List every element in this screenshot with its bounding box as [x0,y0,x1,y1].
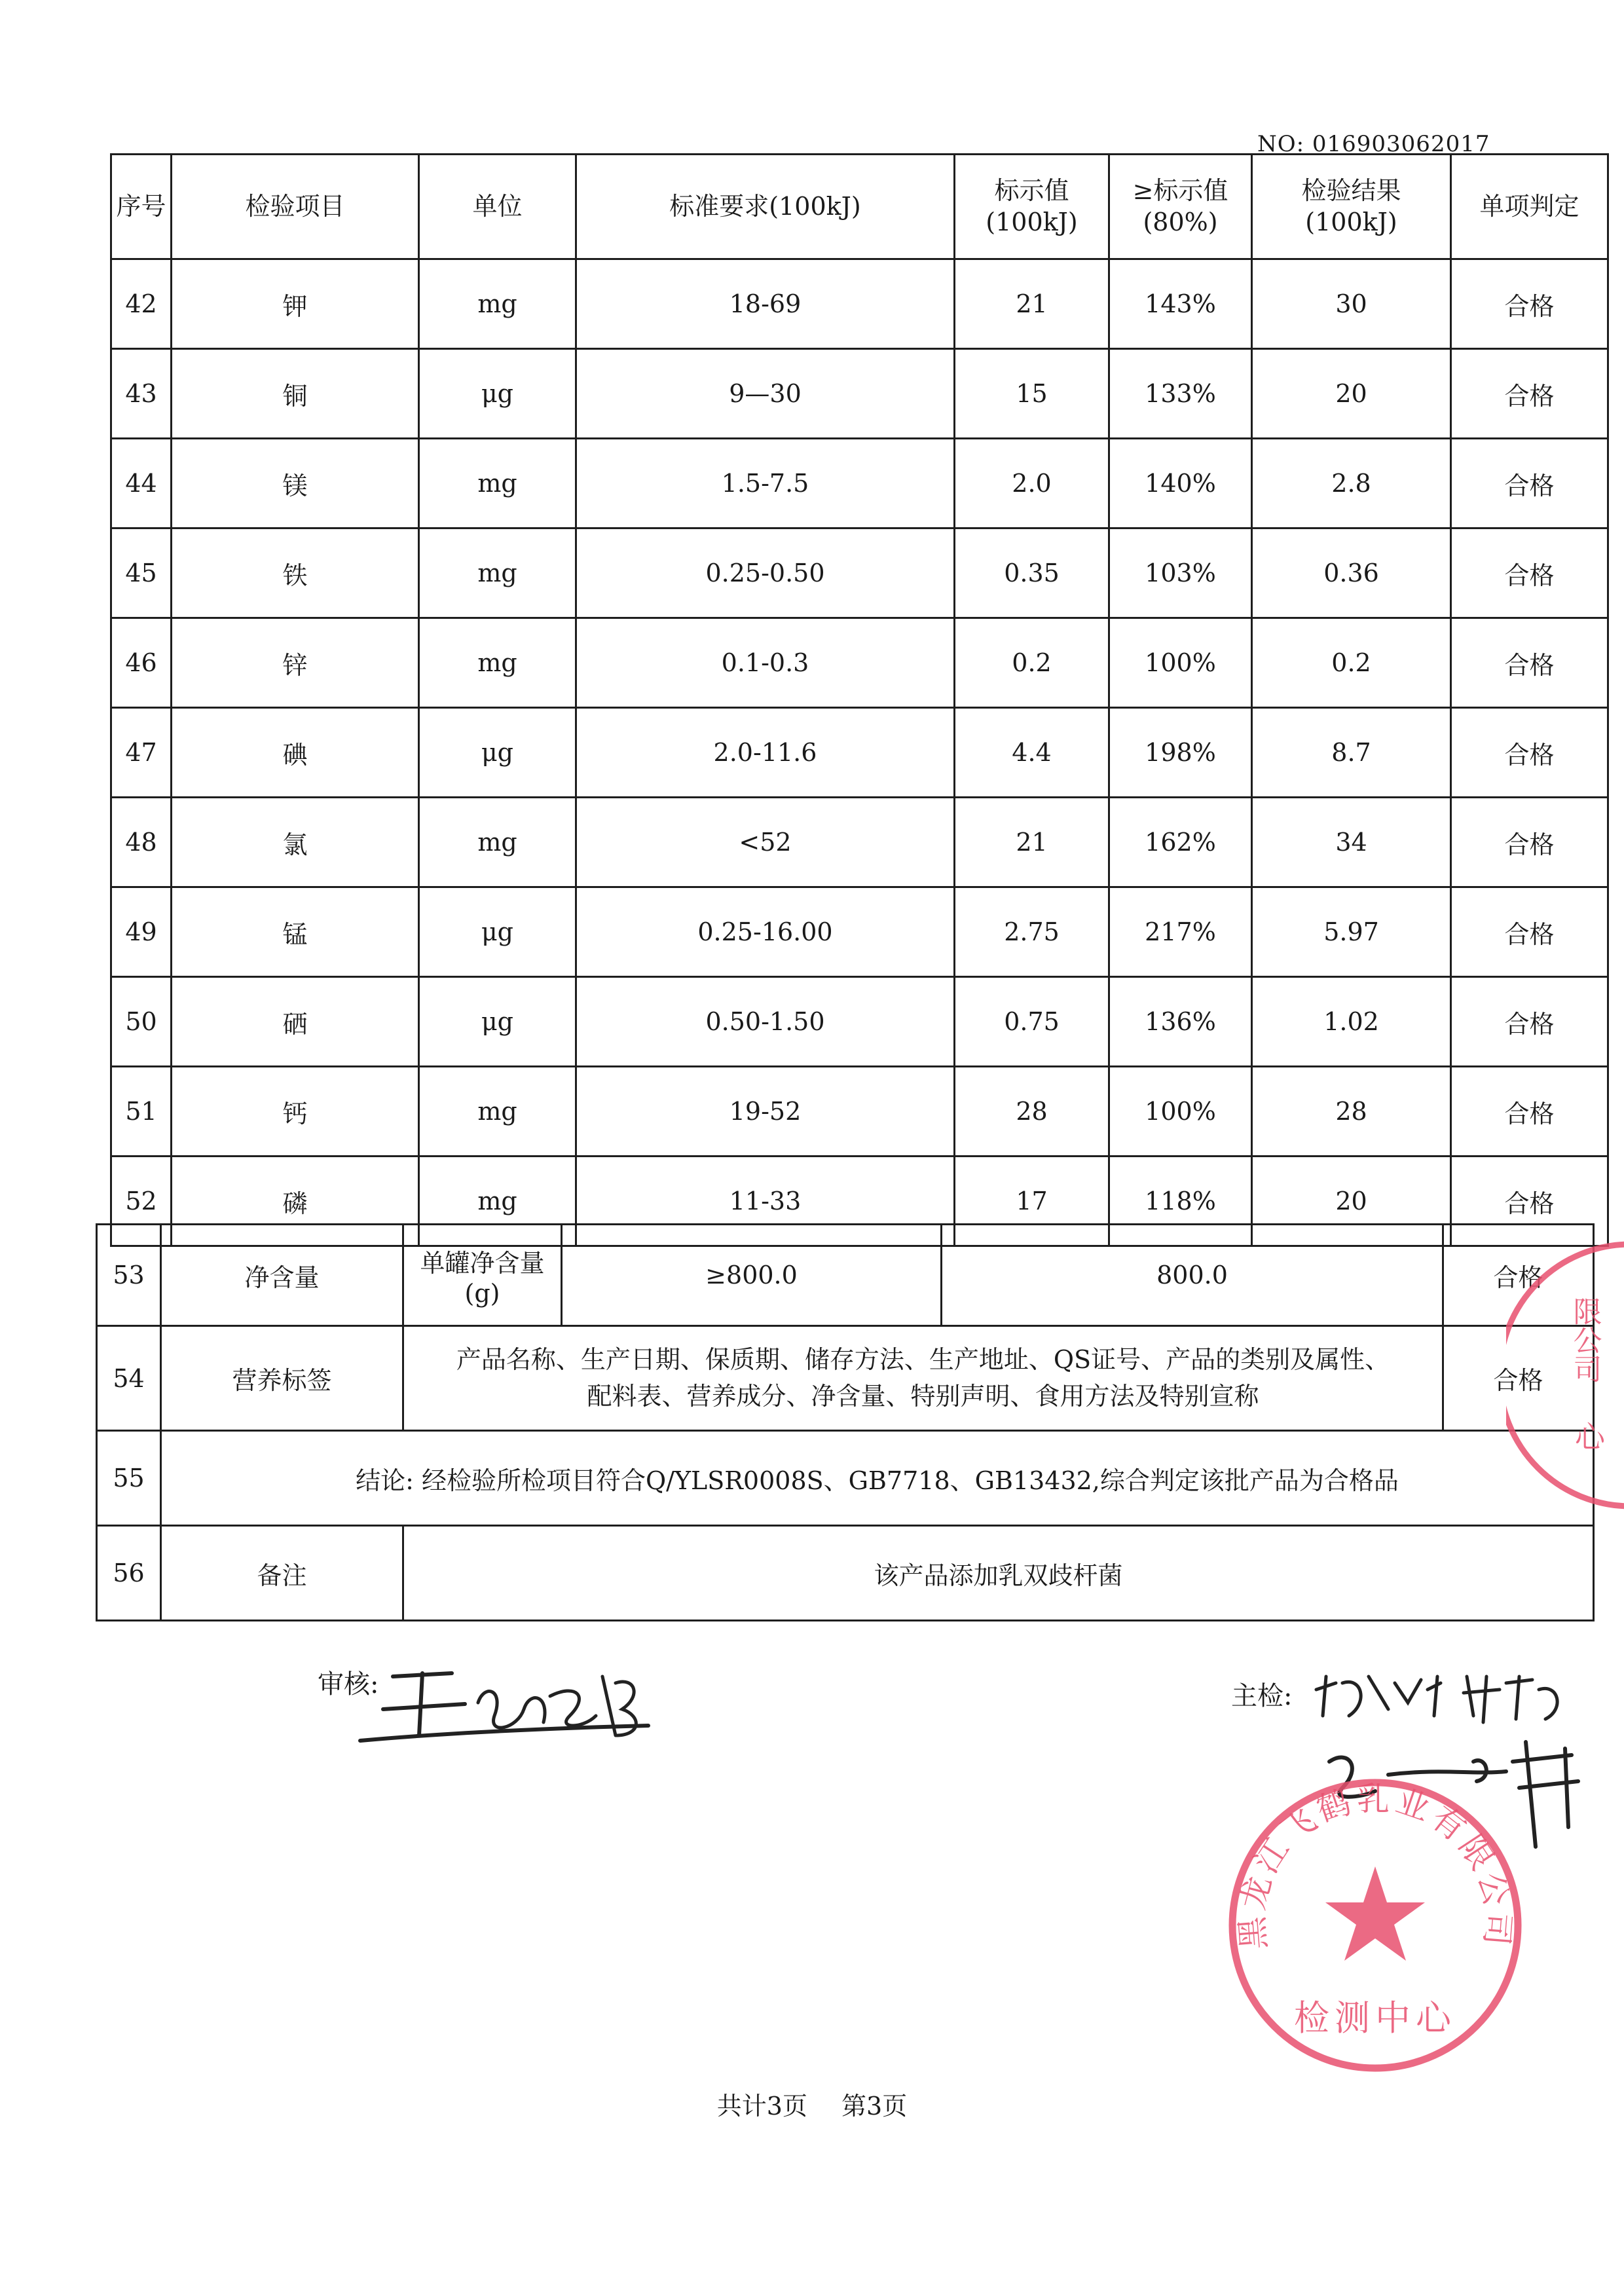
header-declared-line1: 标示值 [994,176,1069,205]
net-content-sub [403,1225,562,1326]
row-judgement: 合格 [1451,1067,1608,1157]
header-judgement: 单项判定 [1451,155,1608,259]
row-judgement: 合格 [1451,259,1608,349]
row-standard: <52 [576,798,955,887]
header-declared-line2: (100kJ) [986,207,1078,236]
row-judgement: 合格 [1451,708,1608,798]
conclusion-row [97,1431,1594,1526]
row-number: 51 [111,1067,172,1157]
row-unit: μg [419,977,576,1067]
header-result-line1: 检验结果 [1301,176,1401,205]
row-number: 50 [111,977,172,1067]
header-unit: 单位 [419,155,576,259]
row-ratio: 198% [1109,708,1252,798]
row-result: 5.97 [1252,887,1451,977]
row-number: 47 [111,708,172,798]
nutrition-label-line1: 产品名称、生产日期、保质期、储存方法、生产地址、QS证号、产品的类别及属性、 [456,1345,1390,1375]
header-standard: 标准要求(100kJ) [576,155,955,259]
row-declared: 21 [955,798,1109,887]
row-unit: mg [419,439,576,528]
row-ratio: 118% [1109,1157,1252,1246]
row-ratio: 143% [1109,259,1252,349]
header-ratio-line2: (80%) [1143,207,1218,236]
row-standard: 18-69 [576,259,955,349]
table-row [111,798,1608,887]
row-declared: 2.0 [955,439,1109,528]
inspector-label: 主检: [1231,1681,1293,1711]
row-ratio: 217% [1109,887,1252,977]
net-content-judgement: 合格 [1443,1225,1594,1326]
row-item: 碘 [172,708,419,798]
row-standard: 2.0-11.6 [576,708,955,798]
row-result: 20 [1252,1157,1451,1246]
nutrition-label-line2: 配料表、营养成分、净含量、特别声明、食用方法及特别宣称 [587,1381,1259,1411]
current-page: 第3页 [841,2092,908,2120]
row-item: 锰 [172,887,419,977]
row-ratio: 100% [1109,1067,1252,1157]
partial-seal-bottom: 心 [1575,1419,1605,1454]
report-number: NO: 016903062017 [1257,131,1490,157]
row-number: 53 [97,1225,161,1326]
conclusion-text: 结论: 经检验所检项目符合Q/YLSR0008S、GB7718、GB13432,综合判定该批产品为合格品 [161,1431,1594,1526]
header-declared [955,155,1109,259]
row-standard: 11-33 [576,1157,955,1246]
row-item: 磷 [172,1157,419,1246]
row-standard: 0.25-0.50 [576,528,955,618]
header-item: 检验项目 [172,155,419,259]
row-unit: mg [419,798,576,887]
row-result: 34 [1252,798,1451,887]
reviewer-signature [354,1657,655,1762]
row-result: 2.8 [1252,439,1451,528]
row-judgement: 合格 [1451,977,1608,1067]
row-ratio: 100% [1109,618,1252,708]
row-number: 48 [111,798,172,887]
row-number: 52 [111,1157,172,1246]
row-declared: 15 [955,349,1109,439]
row-declared: 0.75 [955,977,1109,1067]
row-declared: 4.4 [955,708,1109,798]
row-number: 49 [111,887,172,977]
header-ratio-line1: ≥标示值 [1132,176,1228,205]
row-unit: μg [419,349,576,439]
partial-seal-text: 限公司 [1568,1297,1602,1383]
row-item: 氯 [172,798,419,887]
row-item: 钾 [172,259,419,349]
table-row [111,618,1608,708]
summary-table [96,1223,1595,1621]
partial-seal-stamp [1506,1231,1624,1519]
row-result: 8.7 [1252,708,1451,798]
table-row [111,349,1608,439]
row-item: 铁 [172,528,419,618]
table-row [111,887,1608,977]
seal-star-icon [1325,1866,1425,1961]
net-content-sub-line1: 单罐净含量 [420,1248,545,1278]
row-judgement: 合格 [1451,349,1608,439]
row-judgement: 合格 [1451,887,1608,977]
table-row [111,708,1608,798]
row-standard: 1.5-7.5 [576,439,955,528]
row-ratio: 140% [1109,439,1252,528]
total-pages: 共计3页 [716,2092,807,2120]
table-row [111,977,1608,1067]
row-unit: μg [419,887,576,977]
company-seal-stamp [1218,1768,1532,2083]
row-ratio: 103% [1109,528,1252,618]
row-ratio: 136% [1109,977,1252,1067]
row-judgement: 合格 [1451,1157,1608,1246]
row-unit: mg [419,1157,576,1246]
seal-arc-text: 黑龙江飞鹤乳业有限公司 [1232,1780,1518,1951]
row-declared: 0.2 [955,618,1109,708]
table-row [111,259,1608,349]
row-number: 44 [111,439,172,528]
row-declared: 21 [955,259,1109,349]
row-number: 45 [111,528,172,618]
page-footer [0,2086,1624,2122]
row-result: 30 [1252,259,1451,349]
row-result: 1.02 [1252,977,1451,1067]
row-number: 43 [111,349,172,439]
remark-row [97,1526,1594,1621]
nutrition-label-title: 营养标签 [161,1326,403,1431]
row-unit: mg [419,259,576,349]
row-item: 钙 [172,1067,419,1157]
table-header-row [111,155,1608,259]
header-result [1252,155,1451,259]
row-standard: 0.1-0.3 [576,618,955,708]
row-result: 0.36 [1252,528,1451,618]
row-item: 锌 [172,618,419,708]
row-item: 铜 [172,349,419,439]
net-content-row [97,1225,1594,1326]
row-standard: 19-52 [576,1067,955,1157]
row-judgement: 合格 [1451,618,1608,708]
table-row [111,528,1608,618]
header-ratio [1109,155,1252,259]
row-judgement: 合格 [1451,439,1608,528]
table-row [111,1067,1608,1157]
row-judgement: 合格 [1451,798,1608,887]
row-unit: μg [419,708,576,798]
nutrition-label-row [97,1326,1594,1431]
row-standard: 0.50-1.50 [576,977,955,1067]
row-unit: mg [419,618,576,708]
row-number: 55 [97,1431,161,1526]
row-ratio: 133% [1109,349,1252,439]
remark-text: 该产品添加乳双歧杆菌 [403,1526,1594,1621]
reviewer-label: 审核: [318,1669,379,1699]
row-number: 42 [111,259,172,349]
row-number: 56 [97,1526,161,1621]
row-judgement: 合格 [1451,528,1608,618]
row-item: 镁 [172,439,419,528]
net-content-label: 净含量 [161,1225,403,1326]
row-declared: 0.35 [955,528,1109,618]
row-ratio: 162% [1109,798,1252,887]
net-content-standard: ≥800.0 [562,1225,942,1326]
row-declared: 2.75 [955,887,1109,977]
row-number: 46 [111,618,172,708]
net-content-sub-line2: (g) [464,1278,500,1308]
header-seq: 序号 [111,155,172,259]
row-number: 54 [97,1326,161,1431]
row-item: 硒 [172,977,419,1067]
row-declared: 17 [955,1157,1109,1246]
row-unit: mg [419,1067,576,1157]
header-result-line2: (100kJ) [1305,207,1397,236]
row-result: 28 [1252,1067,1451,1157]
seal-bottom-text: 检测中心 [1294,1997,1456,2039]
nutrition-label-items [403,1326,1443,1431]
row-unit: mg [419,528,576,618]
row-result: 0.2 [1252,618,1451,708]
row-standard: 0.25-16.00 [576,887,955,977]
remark-label: 备注 [161,1526,403,1621]
table-row [111,439,1608,528]
row-result: 20 [1252,349,1451,439]
nutrition-label-judgement: 合格 [1443,1326,1594,1431]
row-standard: 9—30 [576,349,955,439]
inspection-table [110,153,1609,1247]
net-content-result: 800.0 [942,1225,1443,1326]
row-declared: 28 [955,1067,1109,1157]
